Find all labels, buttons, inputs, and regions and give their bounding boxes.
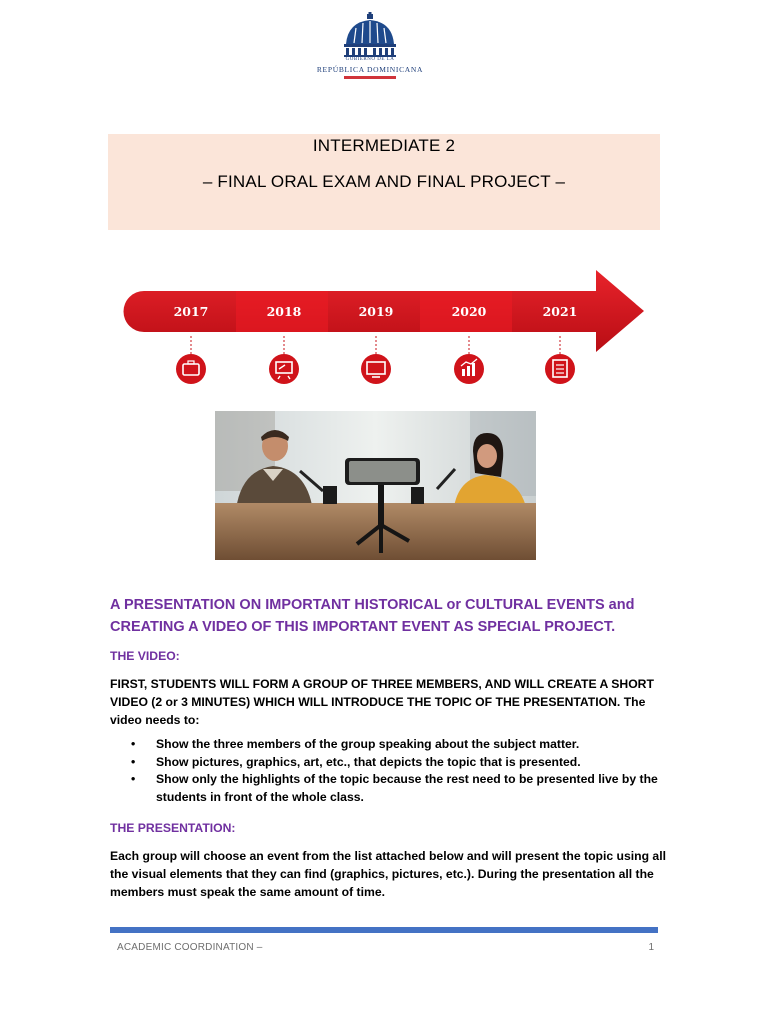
list-item: • Show only the highlights of the topic because the rest need to be presented live by the students in front of the whole class. — [131, 772, 658, 804]
timeline-year-2020: 2020 — [451, 304, 487, 319]
title-box — [108, 134, 660, 230]
list-item: • Show the three members of the group speaking about the subject matter. — [110, 736, 670, 754]
footer-text: ACADEMIC COORDINATION – — [117, 942, 263, 953]
capitol-dome-icon — [312, 12, 428, 58]
timeline-year-2017: 2017 — [173, 304, 209, 319]
monitor-icon — [361, 354, 391, 384]
logo-text-top: GOBIERNO DE LA — [345, 57, 395, 62]
logo-underline — [344, 76, 396, 79]
video-intro: FIRST, STUDENTS WILL FORM A GROUP OF THREE MEMBERS, AND WILL CREATE A SHORT VIDEO (2 or 3 MINUTES) WHICH WILL INTRODUCE THE TOPIC OF THE PRESENTATION. The video needs to: — [110, 677, 654, 727]
page-title: INTERMEDIATE 2 — [312, 136, 456, 155]
presentation-text: Each group will choose an event from the list attached below and will present the topic using all the visual elements that they can find (graphics, pictures, etc.). During the presentation all the members must speak the same amount of time. — [110, 849, 666, 899]
logo-text-main: REPÚBLICA DOMINICANA — [316, 65, 424, 74]
section-heading: A PRESENTATION ON IMPORTANT HISTORICAL or CULTURAL EVENTS and CREATING A VIDEO OF THIS IMPORTANT EVENT AS SPECIAL PROJECT. — [110, 597, 635, 635]
podcast-recording-photo — [215, 411, 536, 560]
bullet-icon: • — [131, 754, 136, 769]
presentation-label: THE PRESENTATION: — [110, 821, 236, 835]
timeline-year-2021: 2021 — [542, 304, 578, 319]
video-requirements-list — [110, 736, 670, 806]
bullet-icon: • — [131, 737, 136, 751]
timeline-graphic — [110, 254, 658, 394]
briefcase-icon — [176, 354, 206, 384]
document-icon — [545, 354, 575, 384]
presentation-icon — [269, 354, 299, 384]
bar-chart-icon — [454, 354, 484, 384]
footer-divider — [110, 927, 658, 933]
government-logo — [312, 12, 428, 84]
timeline-year-2018: 2018 — [266, 304, 302, 319]
bullet-icon: • — [131, 772, 136, 787]
timeline-year-2019: 2019 — [358, 304, 394, 319]
page-subtitle: – FINAL ORAL EXAM AND FINAL PROJECT – — [202, 172, 566, 191]
list-item: • Show pictures, graphics, art, etc., that depicts the topic that is presented. — [110, 754, 670, 772]
page-number: 1 — [648, 942, 654, 953]
video-label: THE VIDEO: — [110, 649, 180, 663]
